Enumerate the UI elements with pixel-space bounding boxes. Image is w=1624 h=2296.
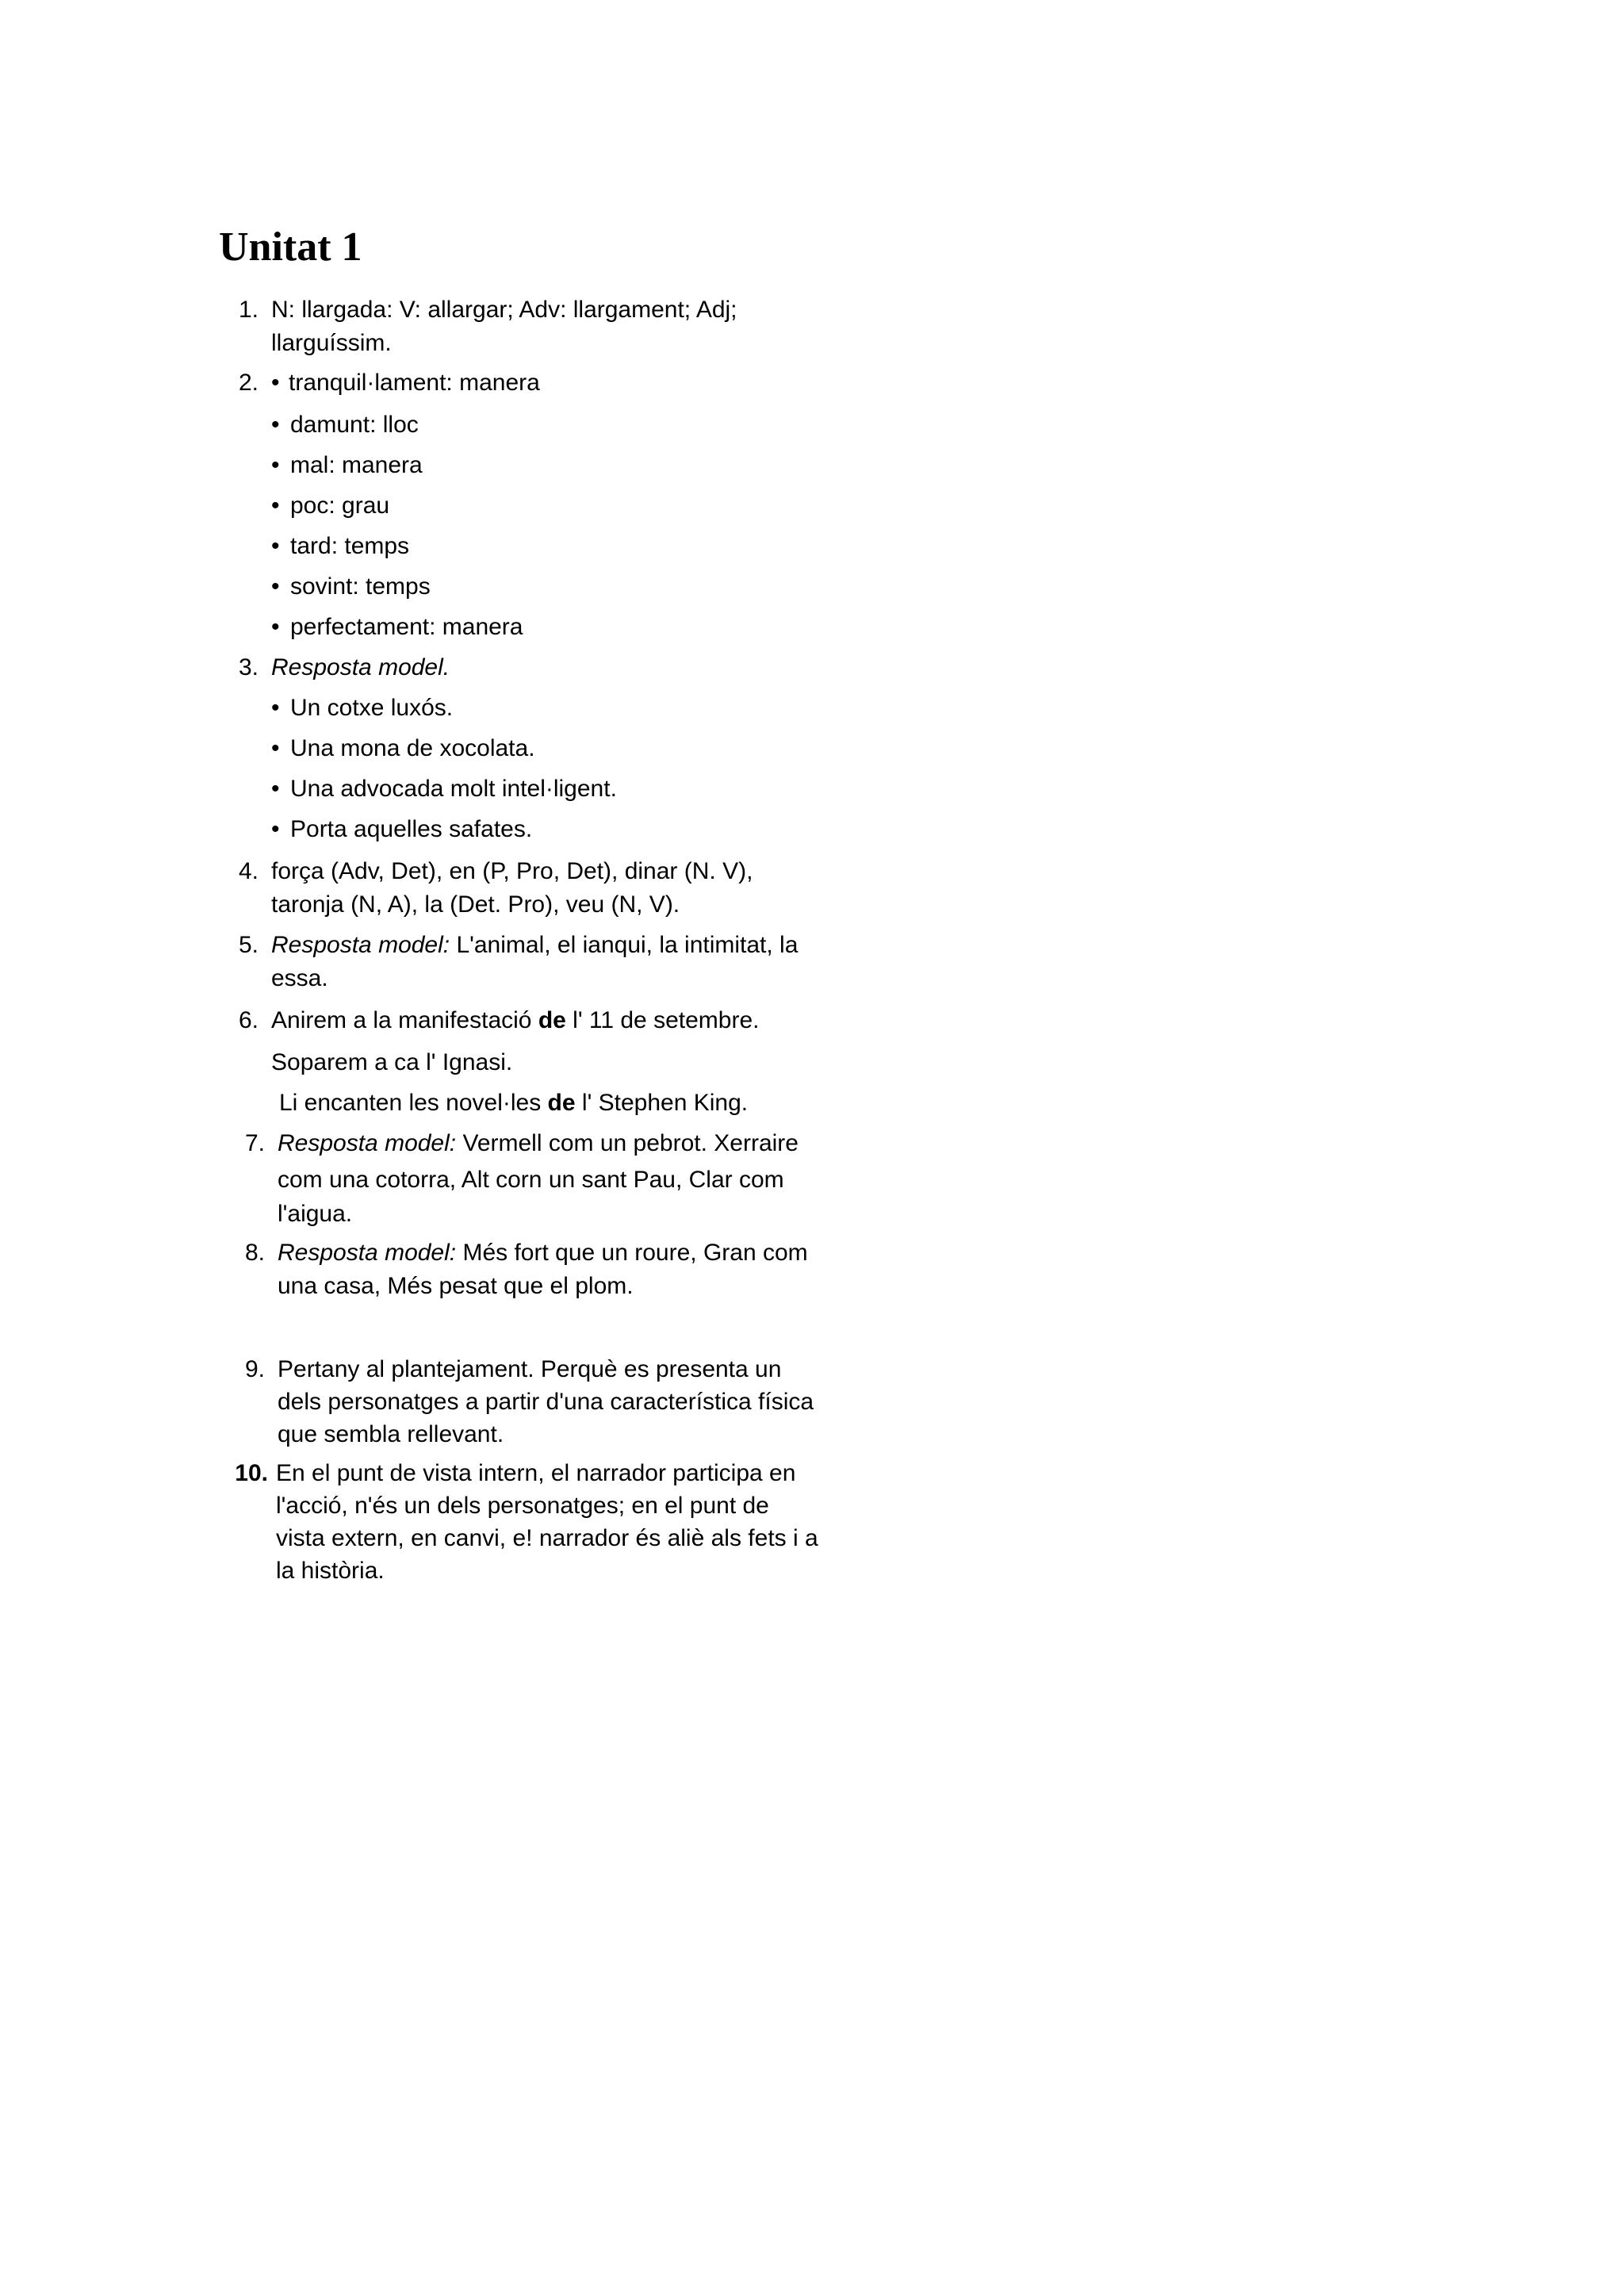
item-number: 2. [238, 370, 259, 396]
item-1-line: llarguíssim. [271, 330, 392, 356]
item-number: 10. [235, 1460, 268, 1486]
item-7-line: com una cotorra, Alt corn un sant Pau, Clar com [278, 1167, 784, 1193]
item-3-bullet-text: Una mona de xocolata. [290, 735, 535, 761]
item-number: 5. [238, 932, 259, 958]
item-9-line: Pertany al plantejament. Perquè es presenta un [278, 1356, 782, 1382]
bullet-icon: • [271, 573, 280, 600]
item-number: 1. [238, 297, 259, 323]
item-6-bold-text: de [538, 1007, 566, 1033]
item-7-line [278, 1129, 799, 1158]
item-number: 8. [244, 1240, 265, 1266]
item-9-line: dels personatges a partir d'una característica física [278, 1389, 814, 1415]
item-2-bullet-text: mal: manera [290, 452, 423, 478]
bullet-icon: • [271, 695, 280, 721]
bullet-icon: • [271, 735, 280, 761]
item-9-line: que sembla rellevant. [278, 1421, 504, 1447]
item-4-line: taronja (N, A), la (Det. Pro), veu (N, V). [271, 891, 680, 918]
bullet-icon: • [271, 533, 280, 559]
item-2-bullet-text: perfectament: manera [290, 614, 523, 640]
item-5-line: essa. [271, 965, 328, 991]
bullet-icon: • [271, 614, 280, 640]
bullet-icon: • [271, 412, 280, 438]
item-6-text: Anirem a la manifestació [271, 1007, 538, 1033]
item-7-line: l'aigua. [278, 1201, 353, 1227]
item-2-bullet-text: tranquil·lament: manera [289, 370, 540, 396]
item-6-bold-text: de [547, 1090, 576, 1116]
item-2-bullet-text: tard: temps [290, 533, 410, 559]
item-1-line: N: llargada: V: allargar; Adv: llargament; Adj; [271, 297, 737, 323]
bullet-icon: • [271, 776, 280, 802]
item-2-bullet-text: sovint: temps [290, 573, 431, 600]
item-number: 7. [244, 1130, 265, 1156]
item-3-bullet-text: Un cotxe luxós. [290, 695, 454, 721]
item-2-bullet-text: damunt: lloc [290, 412, 419, 438]
item-6-text: l' Stephen King. [575, 1090, 749, 1116]
item-7-text: Vermell com un pebrot. Xerraire [456, 1130, 799, 1156]
item-6-line [279, 1089, 748, 1117]
item-2-bullet-text: poc: grau [290, 493, 390, 519]
item-10-line: la història. [276, 1558, 385, 1584]
item-6-text: Li encanten les novel·les [279, 1090, 548, 1116]
item-number: 4. [238, 858, 259, 884]
item-5-line [271, 931, 798, 960]
item-6-line [271, 1006, 759, 1035]
item-10-line: l'acció, n'és un dels personatges; en el punt de [276, 1493, 769, 1519]
item-3-label: Resposta model. [271, 654, 450, 680]
bullet-icon: • [271, 370, 280, 396]
item-10-line: vista extern, en canvi, e! narrador és aliè als fets i a [276, 1525, 818, 1551]
item-6-line: Soparem a ca l' Ignasi. [271, 1049, 513, 1075]
item-number: 9. [244, 1356, 265, 1382]
item-8-text: Més fort que un roure, Gran com [456, 1240, 808, 1266]
item-8-label: Resposta model: [278, 1240, 457, 1266]
page-title: Unitat 1 [219, 224, 362, 270]
item-8-line [278, 1239, 808, 1267]
item-3-bullet-text: Una advocada molt intel·ligent. [290, 776, 617, 802]
item-7-label: Resposta model: [278, 1130, 457, 1156]
item-5-label: Resposta model: [271, 932, 450, 958]
item-4-line: força (Adv, Det), en (P, Pro, Det), dinar (N. V), [271, 858, 753, 884]
item-3-bullet-text: Porta aquelles safates. [290, 816, 533, 842]
item-5-text: L'animal, el ianqui, la intimitat, la [450, 932, 799, 958]
bullet-icon: • [271, 493, 280, 519]
bullet-icon: • [271, 452, 280, 478]
bullet-icon: • [271, 816, 280, 842]
item-6-text: l' 11 de setembre. [565, 1007, 760, 1033]
item-number: 6. [238, 1007, 259, 1033]
item-number: 3. [238, 654, 259, 680]
item-8-line: una casa, Més pesat que el plom. [278, 1273, 634, 1299]
item-10-line: En el punt de vista intern, el narrador participa en [276, 1460, 796, 1486]
